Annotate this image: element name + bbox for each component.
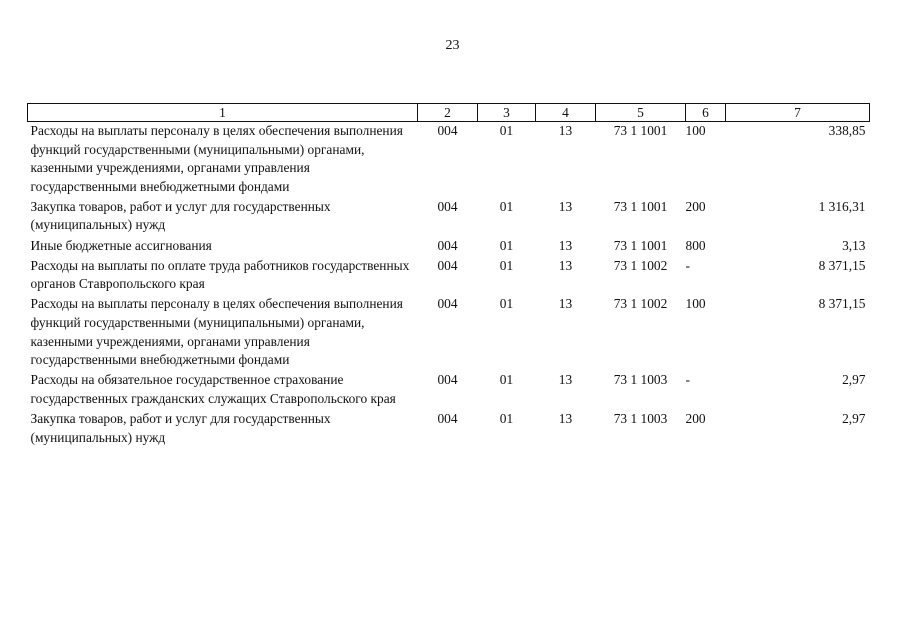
cell-amount: 2,97 — [842, 410, 866, 426]
cell-expense-type: 200 — [685, 198, 706, 214]
cell-section: 01 — [499, 198, 514, 214]
cell-amount: 3,13 — [842, 237, 866, 253]
cell-amount: 338,85 — [828, 123, 866, 138]
expense-name: Закупка товаров, работ и услуг для государственных (муниципальных) нужд — [30, 198, 331, 233]
column-header: 3 — [478, 104, 536, 122]
column-header: 2 — [418, 104, 478, 122]
column-header: 6 — [686, 104, 726, 122]
cell-subsection: 13 — [558, 237, 573, 253]
cell-target-article: 73 1 1002 — [613, 257, 668, 273]
column-header: 7 — [726, 104, 870, 122]
table-row — [28, 237, 870, 257]
cell-subsection: 13 — [558, 296, 573, 312]
page-number: 23 — [445, 38, 460, 53]
cell-subsection: 13 — [558, 123, 573, 138]
cell-section: 01 — [499, 372, 514, 388]
budget-table — [27, 103, 870, 449]
cell-expense-type: - — [685, 372, 690, 388]
cell-amount: 2,97 — [842, 372, 866, 388]
column-header: 4 — [536, 104, 596, 122]
cell-expense-type: 100 — [685, 123, 706, 138]
cell-expense-type: 200 — [685, 410, 706, 426]
cell-target-article: 73 1 1001 — [613, 198, 668, 214]
cell-subsection: 13 — [558, 372, 573, 388]
table-row — [28, 410, 870, 449]
cell-subsection: 13 — [558, 410, 573, 426]
cell-section: 01 — [499, 123, 514, 138]
cell-ministry-code: 004 — [437, 296, 458, 312]
cell-ministry-code: 004 — [437, 198, 458, 214]
cell-section: 01 — [499, 410, 514, 426]
cell-target-article: 73 1 1003 — [613, 372, 668, 388]
cell-target-article: 73 1 1002 — [613, 296, 668, 312]
cell-subsection: 13 — [558, 257, 573, 273]
expense-name: Расходы на выплаты персоналу в целях обеспечения выполнения функций государственными (муниципальными) органами, казенными учреждениями, органами управления государственными внебюджетными фондами — [30, 296, 403, 368]
cell-section: 01 — [499, 257, 514, 273]
cell-ministry-code: 004 — [437, 372, 458, 388]
expense-name: Расходы на выплаты по оплате труда работников государственных органов Ставропольского края — [30, 257, 410, 292]
cell-ministry-code: 004 — [437, 237, 458, 253]
table-row — [28, 198, 870, 237]
cell-target-article: 73 1 1001 — [613, 237, 668, 253]
expense-name: Расходы на выплаты персоналу в целях обеспечения выполнения функций государственными (муниципальными) органами, казенными учреждениями, органами управления государственными внебюджетными фондами — [30, 123, 403, 194]
column-header: 1 — [28, 104, 418, 122]
cell-amount: 8 371,15 — [818, 257, 866, 273]
cell-expense-type: 800 — [685, 237, 706, 253]
expense-name: Расходы на обязательное государственное страхование государственных гражданских служащих Ставропольского края — [30, 372, 396, 406]
cell-amount: 8 371,15 — [818, 296, 866, 312]
cell-subsection: 13 — [558, 198, 573, 214]
table-row — [28, 257, 870, 296]
cell-expense-type: - — [685, 257, 690, 273]
cell-target-article: 73 1 1003 — [613, 410, 668, 426]
table-row — [28, 295, 870, 371]
expense-name: Иные бюджетные ассигнования — [30, 237, 212, 253]
table-row — [28, 122, 870, 198]
cell-ministry-code: 004 — [437, 257, 458, 273]
expense-name: Закупка товаров, работ и услуг для государственных (муниципальных) нужд — [30, 410, 331, 445]
table-row — [28, 371, 870, 410]
cell-ministry-code: 004 — [437, 410, 458, 426]
cell-section: 01 — [499, 237, 514, 253]
column-header: 5 — [596, 104, 686, 122]
header-row — [28, 104, 870, 122]
cell-section: 01 — [499, 296, 514, 312]
cell-ministry-code: 004 — [437, 123, 458, 138]
cell-expense-type: 100 — [685, 296, 706, 312]
cell-target-article: 73 1 1001 — [613, 123, 668, 138]
cell-amount: 1 316,31 — [818, 198, 866, 214]
